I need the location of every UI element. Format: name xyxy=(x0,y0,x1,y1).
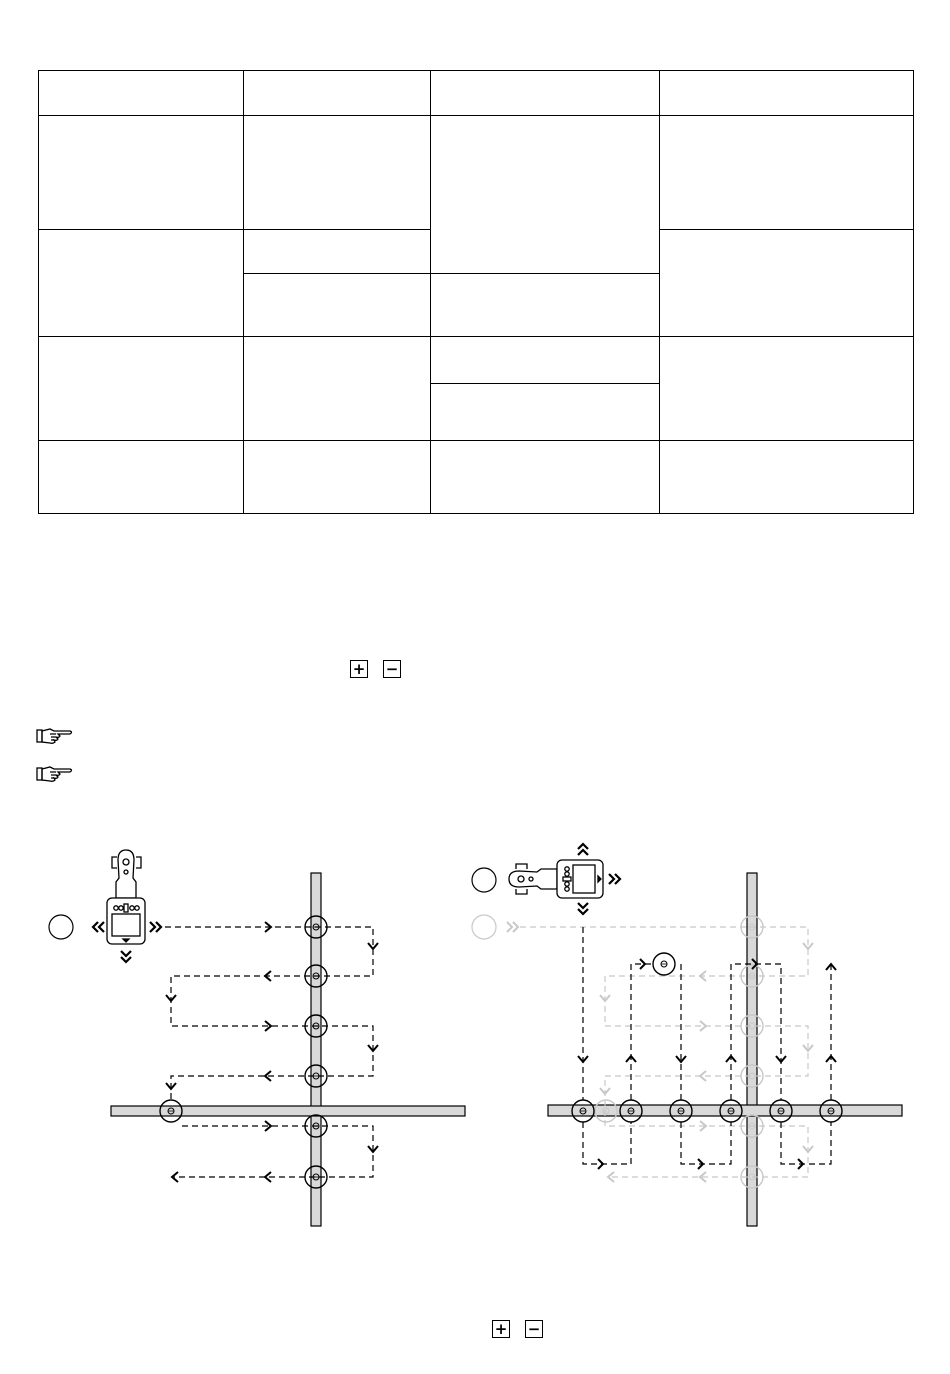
pipe-vertical xyxy=(311,873,321,1226)
left-figure xyxy=(49,850,465,1226)
pipe-horizontal xyxy=(548,1105,902,1116)
step-number-circle xyxy=(472,868,496,892)
minus-icon: − xyxy=(525,1320,543,1338)
right-figure xyxy=(472,844,902,1226)
pipe-vertical xyxy=(747,873,757,1226)
plus-icon: + xyxy=(350,660,368,678)
locator-device-icon xyxy=(509,860,603,898)
detection-marker xyxy=(653,953,675,975)
step-number-circle xyxy=(49,915,73,939)
previous-search-path xyxy=(520,927,808,1177)
direction-arrows xyxy=(166,922,378,1182)
pipe-horizontal xyxy=(111,1106,465,1116)
direction-arrows xyxy=(578,959,836,1169)
search-path xyxy=(165,927,373,1177)
plus-icon: + xyxy=(492,1320,510,1338)
locator-device-icon xyxy=(107,850,145,944)
search-path xyxy=(583,927,831,1164)
minus-icon: − xyxy=(383,660,401,678)
